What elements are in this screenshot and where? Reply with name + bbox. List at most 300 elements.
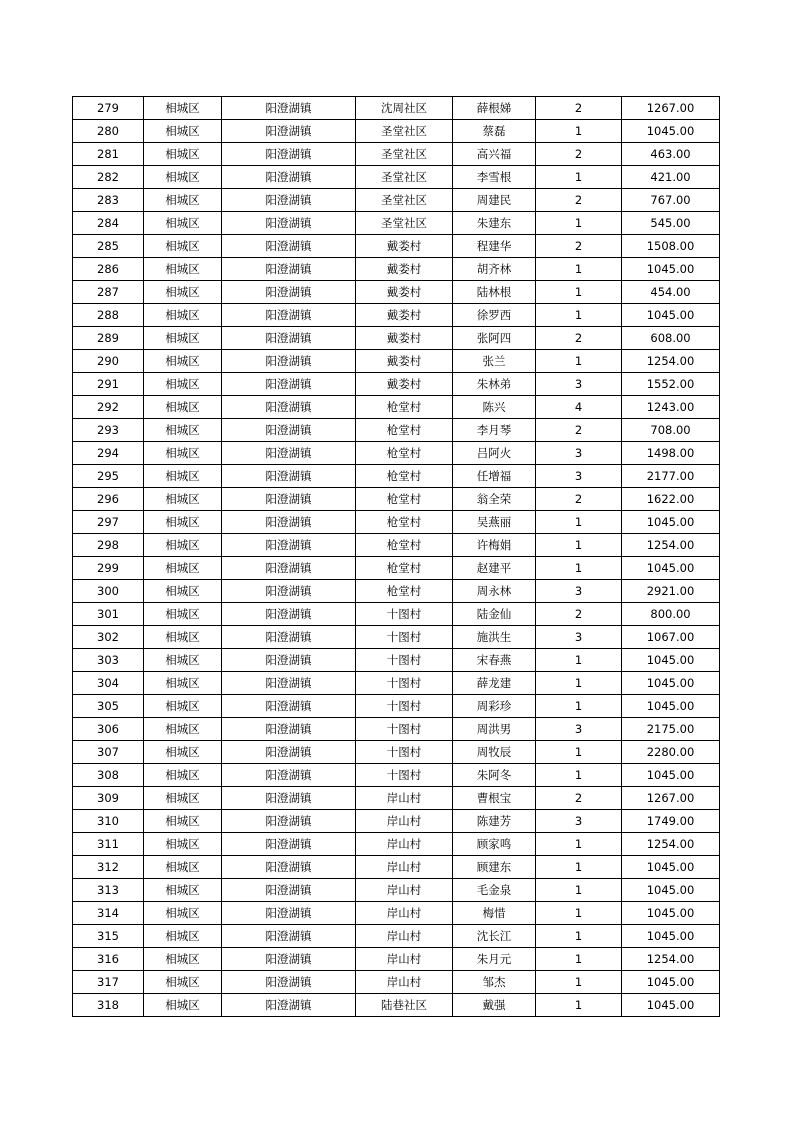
household-size-cell: 1 — [536, 902, 622, 925]
village-cell: 枪堂村 — [356, 488, 453, 511]
table-row — [73, 511, 720, 534]
village-cell: 十图村 — [356, 695, 453, 718]
household-size-cell: 1 — [536, 764, 622, 787]
serial-number-cell: 287 — [73, 281, 144, 304]
town-cell: 阳澄湖镇 — [222, 166, 356, 189]
amount-cell: 1045.00 — [622, 764, 720, 787]
village-cell: 枪堂村 — [356, 396, 453, 419]
table-row — [73, 327, 720, 350]
district-cell: 相城区 — [144, 189, 222, 212]
district-cell: 相城区 — [144, 741, 222, 764]
village-cell: 陆巷社区 — [356, 994, 453, 1017]
district-cell: 相城区 — [144, 948, 222, 971]
amount-cell: 1045.00 — [622, 971, 720, 994]
village-cell: 岸山村 — [356, 925, 453, 948]
town-cell: 阳澄湖镇 — [222, 672, 356, 695]
town-cell: 阳澄湖镇 — [222, 925, 356, 948]
serial-number-cell: 313 — [73, 879, 144, 902]
village-cell: 戴娄村 — [356, 258, 453, 281]
serial-number-cell: 284 — [73, 212, 144, 235]
village-cell: 戴娄村 — [356, 373, 453, 396]
town-cell: 阳澄湖镇 — [222, 948, 356, 971]
amount-cell: 1067.00 — [622, 626, 720, 649]
name-cell: 周彩珍 — [453, 695, 536, 718]
district-cell: 相城区 — [144, 258, 222, 281]
district-cell: 相城区 — [144, 373, 222, 396]
village-cell: 戴娄村 — [356, 350, 453, 373]
name-cell: 陆林根 — [453, 281, 536, 304]
serial-number-cell: 305 — [73, 695, 144, 718]
amount-cell: 1045.00 — [622, 672, 720, 695]
name-cell: 蔡磊 — [453, 120, 536, 143]
table-row — [73, 925, 720, 948]
district-cell: 相城区 — [144, 419, 222, 442]
name-cell: 赵建平 — [453, 557, 536, 580]
household-size-cell: 3 — [536, 718, 622, 741]
household-size-cell: 1 — [536, 971, 622, 994]
serial-number-cell: 300 — [73, 580, 144, 603]
serial-number-cell: 292 — [73, 396, 144, 419]
household-size-cell: 1 — [536, 511, 622, 534]
household-size-cell: 3 — [536, 442, 622, 465]
table-row — [73, 764, 720, 787]
village-cell: 岸山村 — [356, 810, 453, 833]
serial-number-cell: 301 — [73, 603, 144, 626]
table-row — [73, 373, 720, 396]
district-cell: 相城区 — [144, 465, 222, 488]
household-size-cell: 1 — [536, 695, 622, 718]
village-cell: 十图村 — [356, 603, 453, 626]
amount-cell: 1045.00 — [622, 511, 720, 534]
district-cell: 相城区 — [144, 695, 222, 718]
household-size-cell: 2 — [536, 419, 622, 442]
table-row — [73, 580, 720, 603]
table-row — [73, 396, 720, 419]
table-row — [73, 442, 720, 465]
town-cell: 阳澄湖镇 — [222, 718, 356, 741]
name-cell: 吴燕丽 — [453, 511, 536, 534]
town-cell: 阳澄湖镇 — [222, 649, 356, 672]
name-cell: 张兰 — [453, 350, 536, 373]
serial-number-cell: 304 — [73, 672, 144, 695]
name-cell: 朱月元 — [453, 948, 536, 971]
district-cell: 相城区 — [144, 971, 222, 994]
town-cell: 阳澄湖镇 — [222, 281, 356, 304]
table-row — [73, 488, 720, 511]
town-cell: 阳澄湖镇 — [222, 787, 356, 810]
amount-cell: 1045.00 — [622, 557, 720, 580]
name-cell: 李月琴 — [453, 419, 536, 442]
town-cell: 阳澄湖镇 — [222, 97, 356, 120]
amount-cell: 463.00 — [622, 143, 720, 166]
serial-number-cell: 293 — [73, 419, 144, 442]
serial-number-cell: 283 — [73, 189, 144, 212]
town-cell: 阳澄湖镇 — [222, 488, 356, 511]
district-cell: 相城区 — [144, 902, 222, 925]
household-size-cell: 1 — [536, 557, 622, 580]
name-cell: 胡齐林 — [453, 258, 536, 281]
amount-cell: 1749.00 — [622, 810, 720, 833]
district-cell: 相城区 — [144, 166, 222, 189]
household-size-cell: 1 — [536, 741, 622, 764]
table-row — [73, 143, 720, 166]
household-size-cell: 3 — [536, 580, 622, 603]
name-cell: 徐罗西 — [453, 304, 536, 327]
amount-cell: 2175.00 — [622, 718, 720, 741]
town-cell: 阳澄湖镇 — [222, 235, 356, 258]
serial-number-cell: 303 — [73, 649, 144, 672]
serial-number-cell: 286 — [73, 258, 144, 281]
village-cell: 岸山村 — [356, 856, 453, 879]
village-cell: 岸山村 — [356, 902, 453, 925]
amount-cell: 1254.00 — [622, 350, 720, 373]
town-cell: 阳澄湖镇 — [222, 511, 356, 534]
amount-cell: 1552.00 — [622, 373, 720, 396]
household-size-cell: 1 — [536, 925, 622, 948]
serial-number-cell: 296 — [73, 488, 144, 511]
table-row — [73, 166, 720, 189]
table-row — [73, 833, 720, 856]
district-cell: 相城区 — [144, 120, 222, 143]
village-cell: 十图村 — [356, 626, 453, 649]
name-cell: 薛根娣 — [453, 97, 536, 120]
household-size-cell: 1 — [536, 948, 622, 971]
serial-number-cell: 280 — [73, 120, 144, 143]
table-row — [73, 258, 720, 281]
household-size-cell: 1 — [536, 994, 622, 1017]
name-cell: 周洪男 — [453, 718, 536, 741]
name-cell: 高兴福 — [453, 143, 536, 166]
serial-number-cell: 308 — [73, 764, 144, 787]
amount-cell: 1045.00 — [622, 902, 720, 925]
serial-number-cell: 306 — [73, 718, 144, 741]
district-cell: 相城区 — [144, 396, 222, 419]
district-cell: 相城区 — [144, 442, 222, 465]
serial-number-cell: 307 — [73, 741, 144, 764]
amount-cell: 1045.00 — [622, 925, 720, 948]
household-size-cell: 2 — [536, 143, 622, 166]
name-cell: 顾建东 — [453, 856, 536, 879]
table-row — [73, 97, 720, 120]
amount-cell: 1045.00 — [622, 695, 720, 718]
name-cell: 吕阿火 — [453, 442, 536, 465]
amount-cell: 1267.00 — [622, 97, 720, 120]
district-cell: 相城区 — [144, 787, 222, 810]
table-row — [73, 810, 720, 833]
serial-number-cell: 302 — [73, 626, 144, 649]
district-cell: 相城区 — [144, 304, 222, 327]
serial-number-cell: 315 — [73, 925, 144, 948]
village-cell: 圣堂社区 — [356, 212, 453, 235]
name-cell: 邹杰 — [453, 971, 536, 994]
table-row — [73, 948, 720, 971]
serial-number-cell: 290 — [73, 350, 144, 373]
village-cell: 圣堂社区 — [356, 120, 453, 143]
town-cell: 阳澄湖镇 — [222, 419, 356, 442]
table-row — [73, 994, 720, 1017]
household-size-cell: 1 — [536, 350, 622, 373]
amount-cell: 800.00 — [622, 603, 720, 626]
household-size-cell: 3 — [536, 373, 622, 396]
amount-cell: 421.00 — [622, 166, 720, 189]
village-cell: 岸山村 — [356, 787, 453, 810]
table-row — [73, 902, 720, 925]
district-cell: 相城区 — [144, 603, 222, 626]
name-cell: 周永林 — [453, 580, 536, 603]
district-cell: 相城区 — [144, 350, 222, 373]
district-cell: 相城区 — [144, 649, 222, 672]
table-row — [73, 212, 720, 235]
household-size-cell: 3 — [536, 626, 622, 649]
serial-number-cell: 291 — [73, 373, 144, 396]
household-size-cell: 3 — [536, 465, 622, 488]
household-size-cell: 1 — [536, 534, 622, 557]
household-size-cell: 2 — [536, 327, 622, 350]
name-cell: 沈长江 — [453, 925, 536, 948]
village-cell: 戴娄村 — [356, 235, 453, 258]
village-cell: 十图村 — [356, 718, 453, 741]
town-cell: 阳澄湖镇 — [222, 304, 356, 327]
household-size-cell: 1 — [536, 833, 622, 856]
amount-cell: 2177.00 — [622, 465, 720, 488]
table-row — [73, 120, 720, 143]
serial-number-cell: 311 — [73, 833, 144, 856]
town-cell: 阳澄湖镇 — [222, 258, 356, 281]
district-cell: 相城区 — [144, 534, 222, 557]
town-cell: 阳澄湖镇 — [222, 373, 356, 396]
name-cell: 曹根宝 — [453, 787, 536, 810]
household-size-cell: 4 — [536, 396, 622, 419]
village-cell: 圣堂社区 — [356, 189, 453, 212]
serial-number-cell: 317 — [73, 971, 144, 994]
serial-number-cell: 279 — [73, 97, 144, 120]
village-cell: 岸山村 — [356, 833, 453, 856]
name-cell: 翁全荣 — [453, 488, 536, 511]
amount-cell: 1045.00 — [622, 258, 720, 281]
amount-cell: 708.00 — [622, 419, 720, 442]
household-size-cell: 3 — [536, 810, 622, 833]
table-row — [73, 787, 720, 810]
town-cell: 阳澄湖镇 — [222, 465, 356, 488]
district-cell: 相城区 — [144, 810, 222, 833]
serial-number-cell: 295 — [73, 465, 144, 488]
household-size-cell: 1 — [536, 120, 622, 143]
name-cell: 朱建东 — [453, 212, 536, 235]
town-cell: 阳澄湖镇 — [222, 120, 356, 143]
town-cell: 阳澄湖镇 — [222, 810, 356, 833]
village-cell: 枪堂村 — [356, 534, 453, 557]
district-cell: 相城区 — [144, 511, 222, 534]
district-cell: 相城区 — [144, 833, 222, 856]
table-row — [73, 534, 720, 557]
town-cell: 阳澄湖镇 — [222, 212, 356, 235]
table-row — [73, 235, 720, 258]
town-cell: 阳澄湖镇 — [222, 695, 356, 718]
amount-cell: 1254.00 — [622, 833, 720, 856]
household-size-cell: 2 — [536, 189, 622, 212]
name-cell: 薛龙建 — [453, 672, 536, 695]
serial-number-cell: 318 — [73, 994, 144, 1017]
town-cell: 阳澄湖镇 — [222, 534, 356, 557]
household-size-cell: 2 — [536, 235, 622, 258]
household-size-cell: 1 — [536, 879, 622, 902]
name-cell: 朱阿冬 — [453, 764, 536, 787]
name-cell: 许梅娟 — [453, 534, 536, 557]
amount-cell: 1243.00 — [622, 396, 720, 419]
amount-cell: 1498.00 — [622, 442, 720, 465]
household-size-cell: 2 — [536, 97, 622, 120]
name-cell: 周建民 — [453, 189, 536, 212]
name-cell: 戴强 — [453, 994, 536, 1017]
town-cell: 阳澄湖镇 — [222, 902, 356, 925]
amount-cell: 1267.00 — [622, 787, 720, 810]
household-size-cell: 2 — [536, 787, 622, 810]
town-cell: 阳澄湖镇 — [222, 764, 356, 787]
table-row — [73, 603, 720, 626]
amount-cell: 1045.00 — [622, 994, 720, 1017]
district-cell: 相城区 — [144, 718, 222, 741]
amount-cell: 545.00 — [622, 212, 720, 235]
district-cell: 相城区 — [144, 764, 222, 787]
table-row — [73, 649, 720, 672]
name-cell: 陈建芳 — [453, 810, 536, 833]
district-cell: 相城区 — [144, 327, 222, 350]
serial-number-cell: 289 — [73, 327, 144, 350]
district-cell: 相城区 — [144, 580, 222, 603]
amount-cell: 2921.00 — [622, 580, 720, 603]
amount-cell: 1045.00 — [622, 879, 720, 902]
table-row — [73, 718, 720, 741]
table-row — [73, 557, 720, 580]
district-cell: 相城区 — [144, 97, 222, 120]
name-cell: 朱林弟 — [453, 373, 536, 396]
household-size-cell: 1 — [536, 212, 622, 235]
household-size-cell: 2 — [536, 488, 622, 511]
roster-table — [72, 96, 720, 1017]
table-row — [73, 189, 720, 212]
village-cell: 十图村 — [356, 741, 453, 764]
name-cell: 梅惜 — [453, 902, 536, 925]
town-cell: 阳澄湖镇 — [222, 626, 356, 649]
table-row — [73, 741, 720, 764]
name-cell: 程建华 — [453, 235, 536, 258]
town-cell: 阳澄湖镇 — [222, 557, 356, 580]
serial-number-cell: 298 — [73, 534, 144, 557]
roster-body — [73, 97, 720, 1017]
serial-number-cell: 310 — [73, 810, 144, 833]
village-cell: 岸山村 — [356, 948, 453, 971]
district-cell: 相城区 — [144, 994, 222, 1017]
table-row — [73, 695, 720, 718]
household-size-cell: 1 — [536, 258, 622, 281]
village-cell: 圣堂社区 — [356, 166, 453, 189]
village-cell: 枪堂村 — [356, 465, 453, 488]
table-row — [73, 626, 720, 649]
village-cell: 枪堂村 — [356, 511, 453, 534]
town-cell: 阳澄湖镇 — [222, 350, 356, 373]
village-cell: 戴娄村 — [356, 327, 453, 350]
village-cell: 沈周社区 — [356, 97, 453, 120]
serial-number-cell: 297 — [73, 511, 144, 534]
amount-cell: 767.00 — [622, 189, 720, 212]
name-cell: 陈兴 — [453, 396, 536, 419]
village-cell: 十图村 — [356, 649, 453, 672]
district-cell: 相城区 — [144, 143, 222, 166]
name-cell: 张阿四 — [453, 327, 536, 350]
table-row — [73, 971, 720, 994]
town-cell: 阳澄湖镇 — [222, 143, 356, 166]
household-size-cell: 1 — [536, 281, 622, 304]
serial-number-cell: 299 — [73, 557, 144, 580]
household-size-cell: 1 — [536, 304, 622, 327]
table-row — [73, 856, 720, 879]
serial-number-cell: 314 — [73, 902, 144, 925]
district-cell: 相城区 — [144, 281, 222, 304]
name-cell: 宋春燕 — [453, 649, 536, 672]
amount-cell: 1254.00 — [622, 534, 720, 557]
village-cell: 枪堂村 — [356, 419, 453, 442]
amount-cell: 1045.00 — [622, 856, 720, 879]
district-cell: 相城区 — [144, 557, 222, 580]
district-cell: 相城区 — [144, 925, 222, 948]
town-cell: 阳澄湖镇 — [222, 327, 356, 350]
serial-number-cell: 294 — [73, 442, 144, 465]
town-cell: 阳澄湖镇 — [222, 833, 356, 856]
table-row — [73, 304, 720, 327]
name-cell: 施洪生 — [453, 626, 536, 649]
village-cell: 枪堂村 — [356, 442, 453, 465]
town-cell: 阳澄湖镇 — [222, 396, 356, 419]
village-cell: 戴娄村 — [356, 304, 453, 327]
table-row — [73, 419, 720, 442]
town-cell: 阳澄湖镇 — [222, 603, 356, 626]
table-row — [73, 672, 720, 695]
village-cell: 枪堂村 — [356, 557, 453, 580]
village-cell: 枪堂村 — [356, 580, 453, 603]
district-cell: 相城区 — [144, 856, 222, 879]
household-size-cell: 1 — [536, 672, 622, 695]
household-size-cell: 1 — [536, 649, 622, 672]
serial-number-cell: 288 — [73, 304, 144, 327]
town-cell: 阳澄湖镇 — [222, 971, 356, 994]
district-cell: 相城区 — [144, 235, 222, 258]
district-cell: 相城区 — [144, 879, 222, 902]
name-cell: 陆金仙 — [453, 603, 536, 626]
town-cell: 阳澄湖镇 — [222, 856, 356, 879]
amount-cell: 454.00 — [622, 281, 720, 304]
household-size-cell: 1 — [536, 166, 622, 189]
name-cell: 李雪根 — [453, 166, 536, 189]
village-cell: 戴娄村 — [356, 281, 453, 304]
name-cell: 毛金泉 — [453, 879, 536, 902]
town-cell: 阳澄湖镇 — [222, 442, 356, 465]
serial-number-cell: 312 — [73, 856, 144, 879]
table-row — [73, 281, 720, 304]
town-cell: 阳澄湖镇 — [222, 994, 356, 1017]
village-cell: 圣堂社区 — [356, 143, 453, 166]
household-size-cell: 1 — [536, 856, 622, 879]
amount-cell: 1254.00 — [622, 948, 720, 971]
town-cell: 阳澄湖镇 — [222, 741, 356, 764]
district-cell: 相城区 — [144, 488, 222, 511]
name-cell: 周牧辰 — [453, 741, 536, 764]
village-cell: 十图村 — [356, 672, 453, 695]
amount-cell: 1508.00 — [622, 235, 720, 258]
table-row — [73, 350, 720, 373]
amount-cell: 1045.00 — [622, 304, 720, 327]
town-cell: 阳澄湖镇 — [222, 580, 356, 603]
serial-number-cell: 281 — [73, 143, 144, 166]
